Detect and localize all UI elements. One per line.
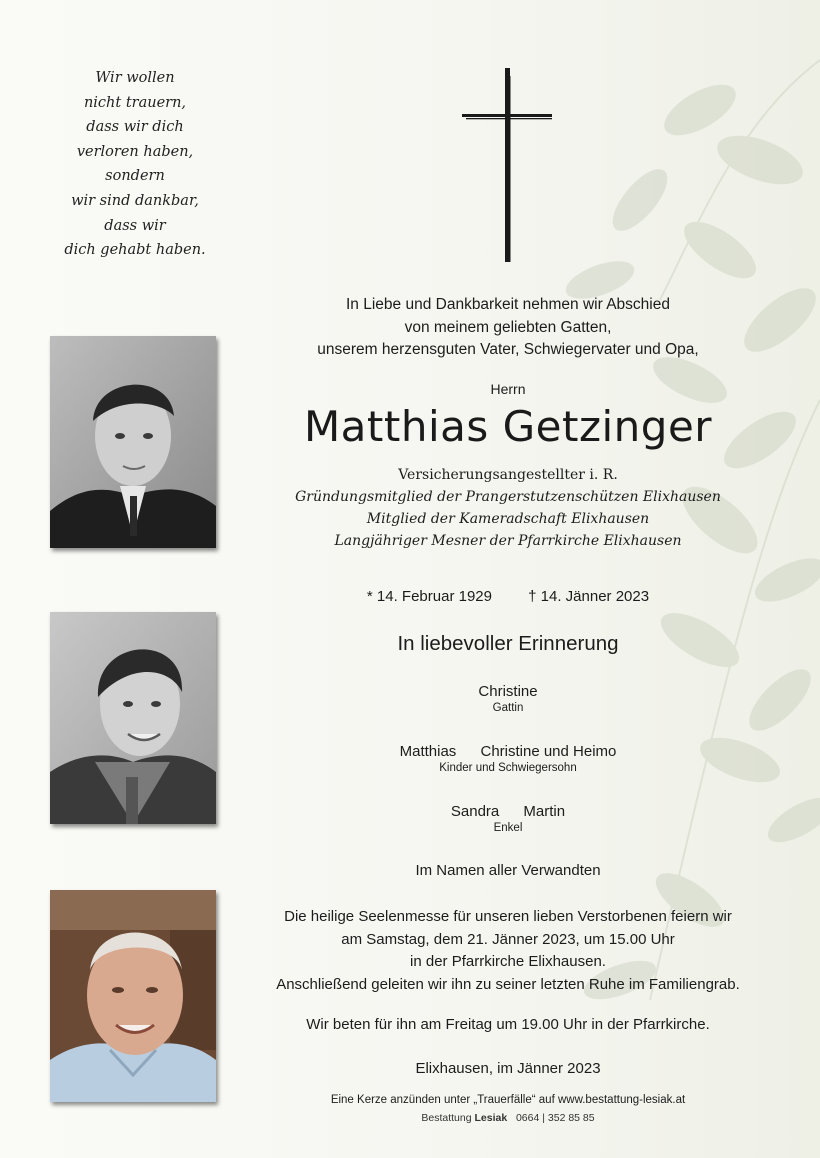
place-date: Elixhausen, im Jänner 2023 bbox=[415, 1060, 601, 1077]
family-member: Christine und Heimo bbox=[480, 743, 617, 760]
portrait-youth-photo bbox=[50, 336, 216, 548]
title-line: Versicherungsangestellter i. R. bbox=[398, 467, 618, 483]
poem-line: sondern bbox=[105, 168, 165, 185]
birth-date: * 14. Februar 1929 bbox=[366, 588, 492, 605]
memory-heading: In liebevoller Erinnerung bbox=[397, 632, 619, 655]
family-member: Martin bbox=[523, 803, 566, 820]
family-role: Kinder und Schwiegersohn bbox=[439, 762, 577, 774]
service-line: am Samstag, dem 21. Jänner 2023, um 15.00 Uhr bbox=[341, 930, 675, 948]
poem-line: dich gehabt haben. bbox=[64, 242, 206, 259]
family-role: Enkel bbox=[493, 822, 523, 834]
company-prefix: Bestattung bbox=[421, 1112, 472, 1124]
service-line: Anschließend geleiten wir ihn zu seiner letzten Ruhe im Familiengrab. bbox=[276, 975, 740, 993]
family-group-spouse bbox=[234, 683, 782, 714]
deceased-name: Matthias Getzinger bbox=[303, 402, 713, 451]
family-group-grandchildren bbox=[234, 803, 782, 834]
family-names bbox=[234, 803, 782, 820]
deceased-titles bbox=[234, 464, 782, 552]
family-names bbox=[234, 743, 782, 760]
death-date: † 14. Jänner 2023 bbox=[528, 588, 650, 605]
relatives-note: Im Namen aller Verwandten bbox=[415, 862, 601, 879]
family-member: Matthias bbox=[399, 743, 457, 760]
poem-line: verloren haben, bbox=[76, 143, 194, 160]
funeral-home-footer bbox=[234, 1112, 782, 1124]
rosary-note: Wir beten für ihn am Freitag um 19.00 Uhr in der Pfarrkirche. bbox=[306, 1016, 710, 1033]
poem-line: nicht trauern, bbox=[83, 94, 187, 111]
company-phone: 0664 | 352 85 85 bbox=[515, 1112, 595, 1124]
portrait-young-man-photo bbox=[50, 612, 216, 824]
funeral-service-text bbox=[234, 906, 782, 996]
poem-line: Wir wollen bbox=[95, 70, 175, 86]
family-member: Christine bbox=[478, 683, 538, 700]
company-brand: Lesiak bbox=[474, 1112, 508, 1124]
intro-line: In Liebe und Dankbarkeit nehmen wir Abschied bbox=[346, 296, 670, 313]
family-role: Gattin bbox=[492, 702, 524, 714]
service-line: Die heilige Seelenmesse für unseren lieben Verstorbenen feiern wir bbox=[284, 908, 732, 925]
portrait-elderly-man-photo bbox=[50, 890, 216, 1102]
poem-line: wir sind dankbar, bbox=[71, 192, 199, 209]
cross-icon bbox=[460, 66, 556, 266]
title-line: Gründungsmitglied der Prangerstutzenschützen Elixhausen bbox=[295, 489, 721, 505]
service-line: in der Pfarrkirche Elixhausen. bbox=[410, 953, 606, 970]
title-line: Langjähriger Mesner der Pfarrkirche Elixhausen bbox=[334, 533, 682, 549]
poem-line: dass wir bbox=[104, 217, 166, 234]
candle-note: Eine Kerze anzünden unter „Trauerfälle“ auf www.bestattung-lesiak.at bbox=[330, 1094, 686, 1106]
title-line: Mitglied der Kameradschaft Elixhausen bbox=[366, 511, 650, 527]
intro-line: von meinem geliebten Gatten, bbox=[404, 318, 612, 336]
memorial-poem bbox=[40, 66, 230, 263]
family-group-children bbox=[234, 743, 782, 774]
family-names bbox=[234, 683, 782, 700]
life-dates bbox=[234, 588, 782, 605]
poem-line: dass wir dich bbox=[86, 119, 184, 136]
intro-line: unserem herzensguten Vater, Schwiegervater und Opa, bbox=[317, 341, 699, 358]
family-member: Sandra bbox=[450, 803, 500, 820]
salutation: Herrn bbox=[490, 381, 526, 397]
intro-text bbox=[234, 294, 782, 362]
